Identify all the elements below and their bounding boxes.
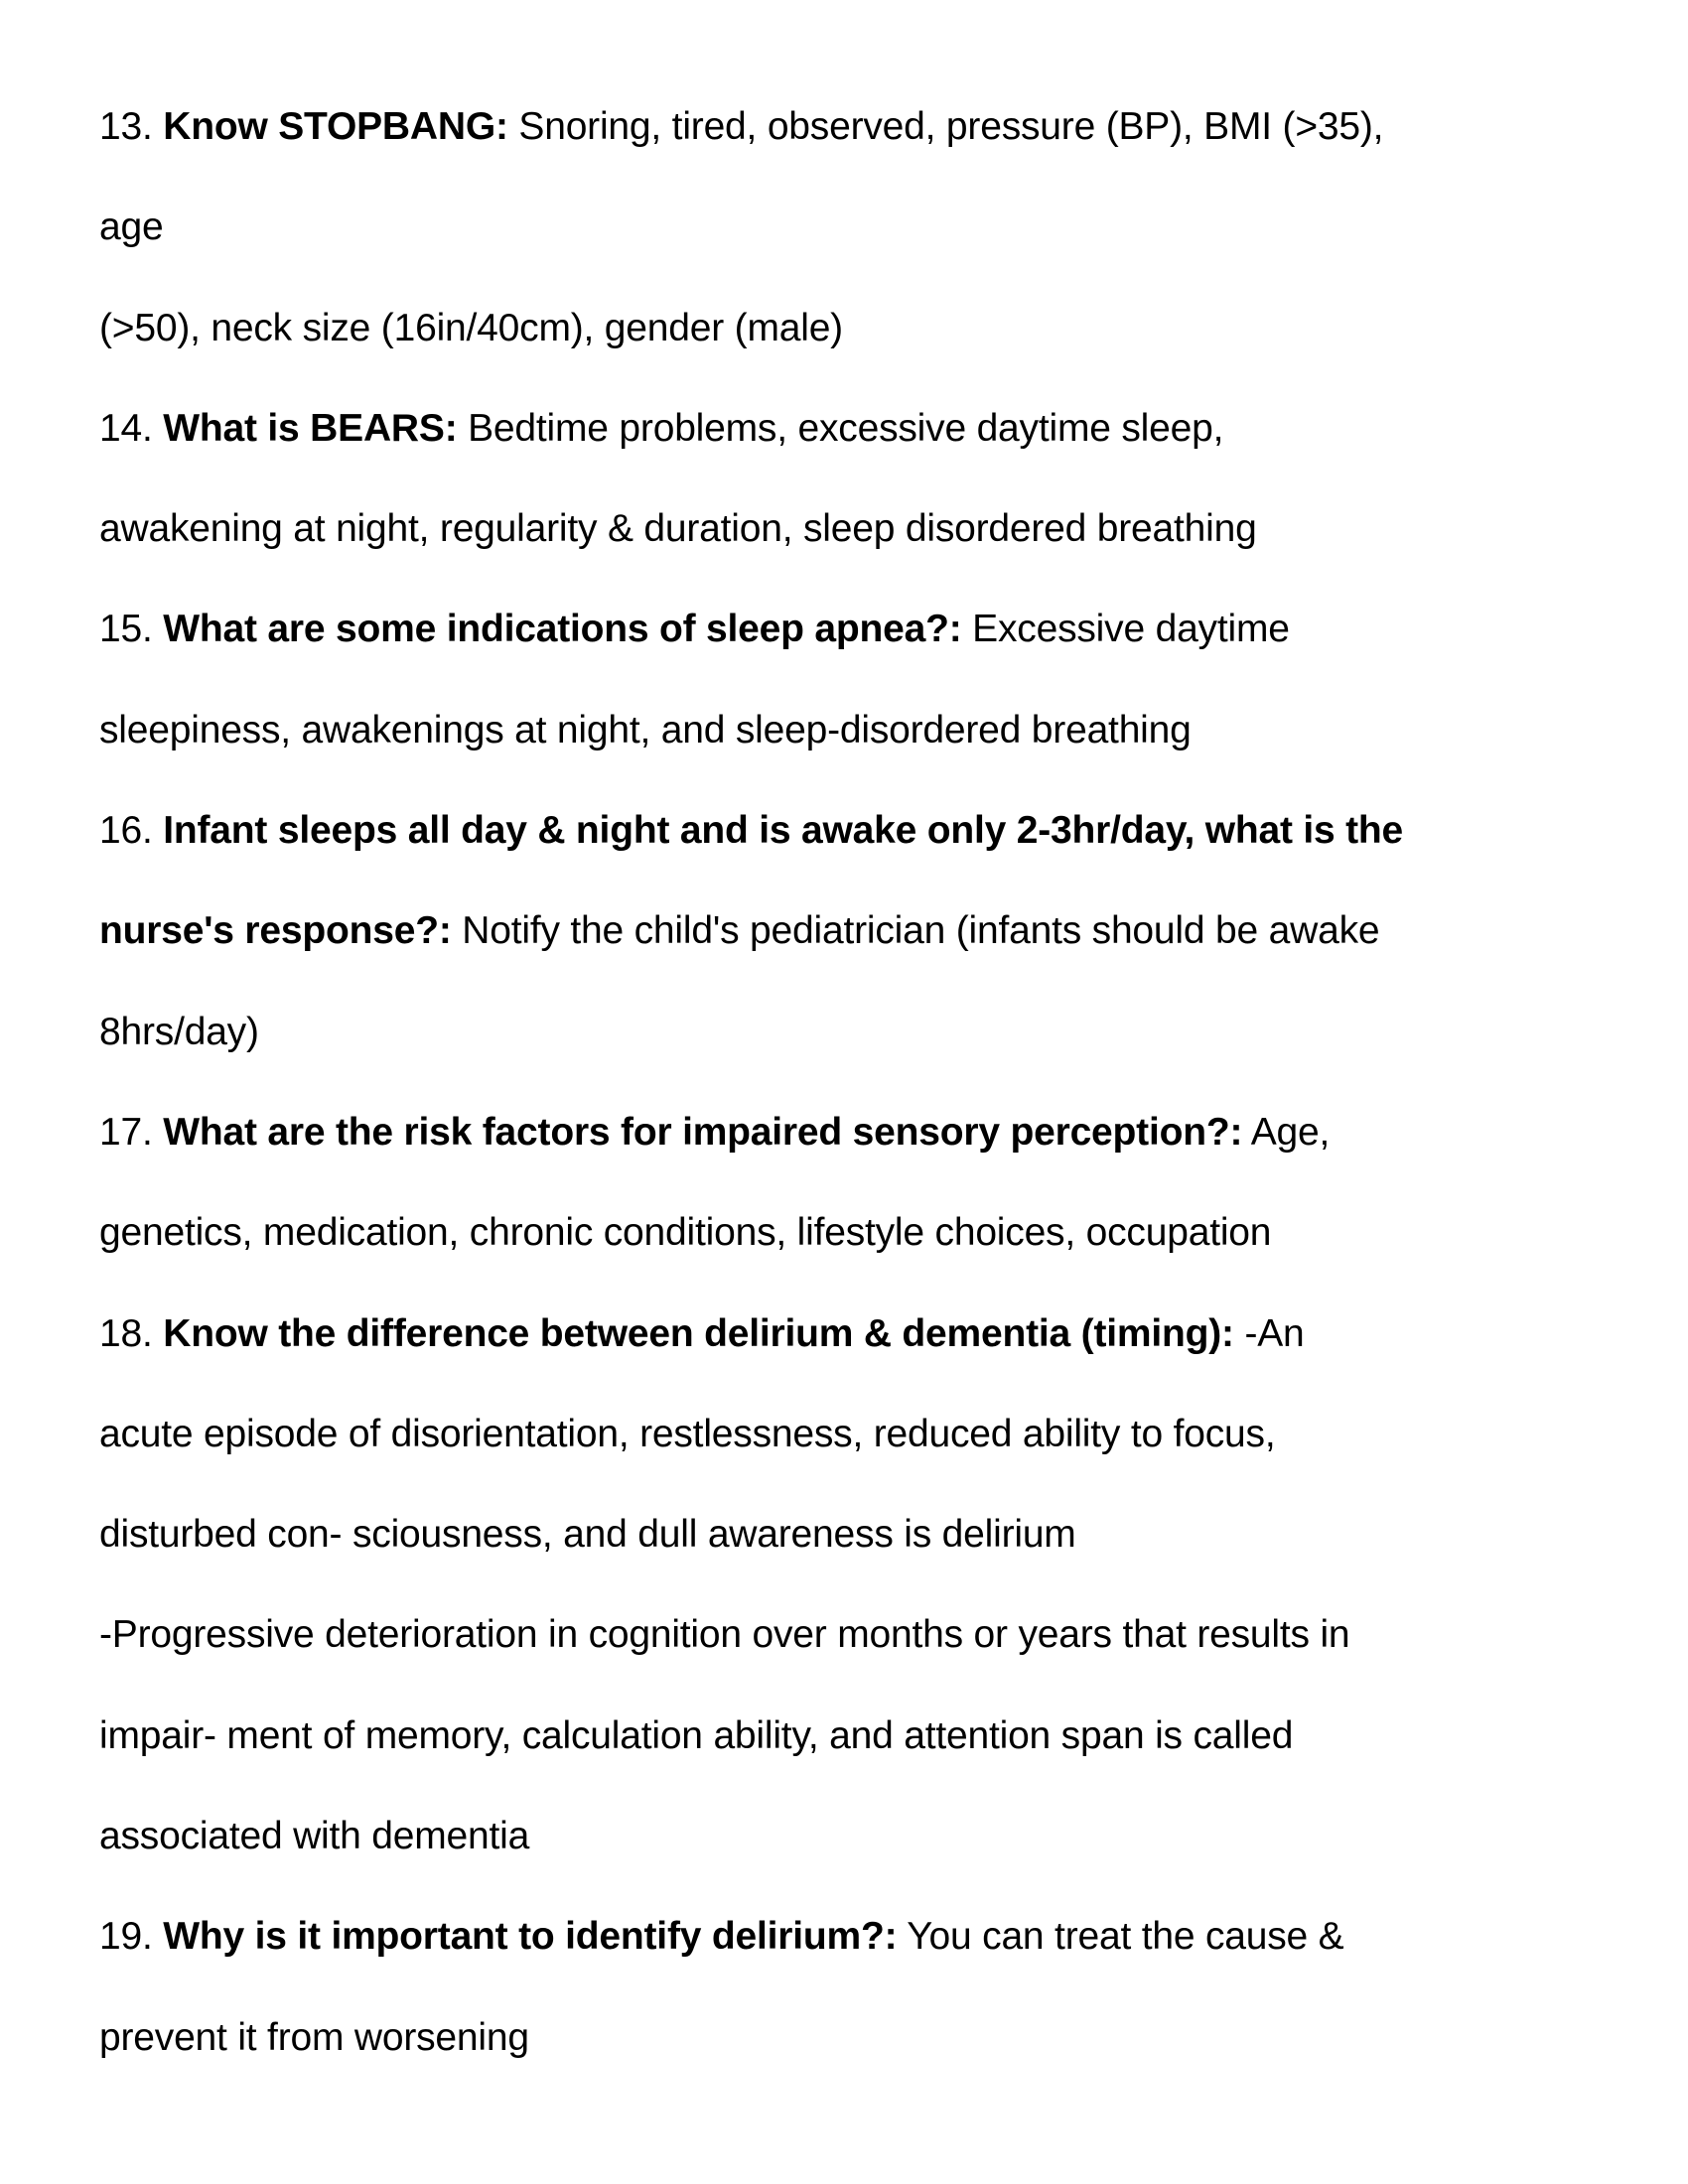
answer-text: genetics, medication, chronic conditions, lifestyle choices, occupation <box>99 1211 1272 1255</box>
item-number: 15. <box>99 608 164 651</box>
text-line <box>99 1284 1628 1384</box>
answer-text: -Progressive deterioration in cognition over months or years that results in <box>99 1613 1350 1657</box>
question-text: Why is it important to identify delirium?: <box>163 1915 898 1959</box>
item-number: 17. <box>99 1110 164 1154</box>
answer-text: associated with dementia <box>99 1815 530 1858</box>
answer-text: (>50), neck size (16in/40cm), gender (male) <box>99 306 843 349</box>
text-line <box>99 1384 1628 1484</box>
text-line <box>99 1182 1628 1283</box>
answer-text: Bedtime problems, excessive daytime sleep, <box>457 406 1224 450</box>
item-number: 18. <box>99 1311 164 1355</box>
text-line <box>99 1584 1628 1685</box>
answer-text: acute episode of disorientation, restlessness, reduced ability to focus, <box>99 1412 1276 1455</box>
text-line <box>99 579 1628 679</box>
text-line <box>99 1484 1628 1584</box>
text-line <box>99 1886 1628 1986</box>
answer-text: You can treat the cause & <box>897 1915 1344 1959</box>
answer-text: age <box>99 205 164 249</box>
answer-text: awakening at night, regularity & duration, sleep disordered breathing <box>99 507 1257 551</box>
text-line <box>99 881 1628 981</box>
text-line <box>99 378 1628 478</box>
text-line <box>99 1686 1628 1786</box>
answer-text: sleepiness, awakenings at night, and sleep-disordered breathing <box>99 708 1192 751</box>
question-text: What are some indications of sleep apnea?: <box>163 608 962 651</box>
question-text: What is BEARS: <box>163 406 458 450</box>
answer-text: impair- ment of memory, calculation ability, and attention span is called <box>99 1713 1294 1757</box>
item-number: 19. <box>99 1915 164 1959</box>
answer-text: Notify the child's pediatrician (infants should be awake <box>451 909 1380 953</box>
answer-text: disturbed con- sciousness, and dull awareness is delirium <box>99 1513 1076 1557</box>
text-line <box>99 1082 1628 1182</box>
text-line <box>99 1786 1628 1886</box>
text-line <box>99 1987 1628 2088</box>
question-text: Know STOPBANG: <box>163 105 508 148</box>
answer-text: Age, <box>1242 1110 1331 1154</box>
answer-text: Excessive daytime <box>961 608 1290 651</box>
text-line <box>99 680 1628 780</box>
question-text: Infant sleeps all day & night and is awake only 2-3hr/day, what is the <box>163 809 1404 853</box>
answer-text: 8hrs/day) <box>99 1010 259 1053</box>
text-line <box>99 780 1628 881</box>
answer-text: prevent it from worsening <box>99 2015 529 2059</box>
item-number: 13. <box>99 105 164 148</box>
text-line <box>99 177 1628 277</box>
answer-text: -An <box>1233 1311 1305 1355</box>
item-number: 16. <box>99 809 164 853</box>
text-line <box>99 278 1628 378</box>
text-line <box>99 982 1628 1082</box>
question-text: What are the risk factors for impaired sensory perception?: <box>163 1110 1243 1154</box>
text-line <box>99 478 1628 579</box>
question-text: nurse's response?: <box>99 909 452 953</box>
document-page <box>99 76 1628 2088</box>
answer-text: Snoring, tired, observed, pressure (BP), BMI (>35), <box>507 105 1384 148</box>
text-line <box>99 76 1628 177</box>
item-number: 14. <box>99 406 164 450</box>
question-text: Know the difference between delirium & dementia (timing): <box>163 1311 1234 1355</box>
